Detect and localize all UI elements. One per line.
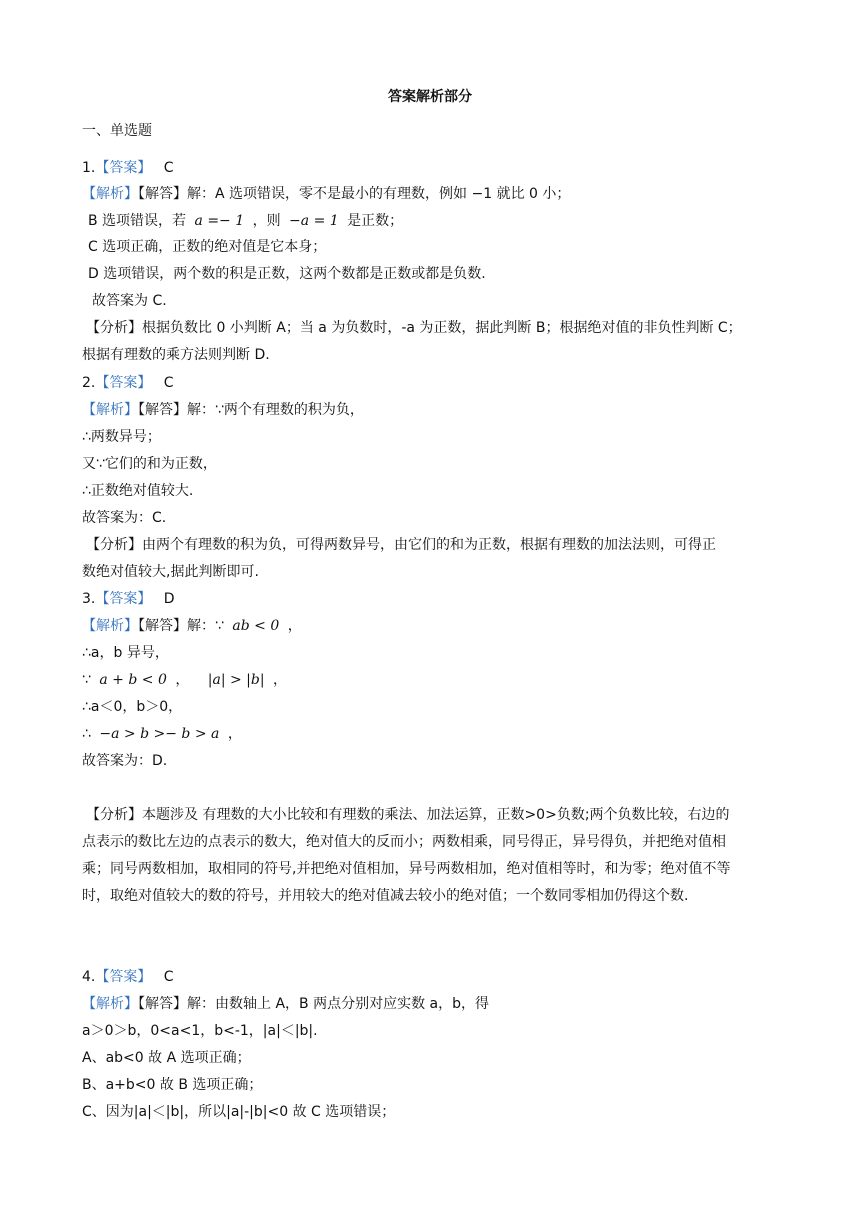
q3-line-1	[82, 616, 302, 636]
q3-text: ∵	[82, 672, 91, 688]
q3-text: ∴	[82, 726, 91, 742]
q2-answer-line	[82, 373, 174, 393]
q3-answer: D	[159, 591, 175, 607]
q1-text: B 选项错误，若	[88, 213, 187, 229]
q3-text: ，	[273, 672, 288, 688]
q2-analysis-2: 数绝对值较大,据此判断即可.	[82, 564, 259, 580]
q3-math: a + b < 0	[99, 672, 167, 688]
q3-text: ，	[175, 672, 190, 688]
q3-analysis-1: 【分析】本题涉及 有理数的大小比较和有理数的乘法、加法运算，正数>0>负数;两个负数比较，右边的	[86, 807, 730, 823]
q3-number: 3.	[82, 591, 96, 607]
q2-number: 2.	[82, 375, 96, 391]
q1-math: a =− 1	[194, 213, 245, 229]
q4-answer: C	[159, 969, 174, 985]
q3-line-6: 故答案为：D.	[82, 753, 168, 769]
q3-math: ab < 0	[232, 618, 280, 634]
q1-jiexi-tag: 【解析】	[82, 186, 138, 202]
q1-text: 是正数；	[347, 213, 404, 229]
q1-line-1	[82, 184, 570, 204]
q2-analysis-1: 【分析】由两个有理数的积为负，可得两数异号，由它们的和为正数，根据有理数的加法法则，可得正	[86, 537, 716, 553]
q1-answer-line	[82, 158, 174, 178]
q4-line-5: C、因为|a|＜|b|，所以|a|-|b|<0 故 C 选项错误；	[82, 1104, 396, 1120]
q4-line-3: A、ab<0 故 A 选项正确；	[82, 1050, 251, 1066]
q4-jiexi-tag: 【解析】	[82, 996, 138, 1012]
q4-answer-tag: 【答案】	[95, 969, 152, 985]
q2-line-3: 又∵它们的和为正数，	[82, 456, 217, 472]
q2-answer-tag: 【答案】	[95, 375, 152, 391]
page-title: 答案解析部分	[388, 89, 472, 105]
q3-text: 【解答】解：∵	[138, 618, 224, 634]
q2-jiexi-tag: 【解析】	[82, 402, 138, 418]
q3-text: ，	[227, 726, 242, 742]
q4-answer-line	[82, 967, 174, 987]
q4-line-4: B、a+b<0 故 B 选项正确；	[82, 1077, 263, 1093]
q1-text: 【解答】解：A 选项错误，零不是最小的有理数，例如 −1 就比 0 小；	[138, 186, 571, 202]
q2-line-4: ∴正数绝对值较大.	[82, 483, 194, 499]
q3-line-2: ∴a，b 异号，	[82, 645, 169, 661]
q1-line-3: C 选项正确，正数的绝对值是它本身；	[88, 239, 327, 255]
q3-analysis-4: 时，取绝对值较大的数的符号，并用较大的绝对值减去较小的绝对值；一个数同零相加仍得这个数.	[82, 888, 689, 904]
q1-line-5: 故答案为 C.	[92, 293, 167, 309]
q1-line-2	[88, 211, 403, 231]
q1-math: −a = 1	[289, 213, 339, 229]
q1-analysis-1: 【分析】根据负数比 0 小判断 A；当 a 为负数时，-a 为正数，据此判断 B；根据绝对值的非负性判断 C；	[86, 320, 742, 336]
q4-number: 4.	[82, 969, 96, 985]
q3-analysis-3: 乘；同号两数相加，取相同的符号,并把绝对值相加，异号两数相加，绝对值相等时，和为零；绝对值不等	[82, 861, 731, 877]
q3-math: −a > b >− b > a	[99, 726, 220, 742]
q1-analysis-2: 根据有理数的乘方法则判断 D.	[82, 347, 270, 363]
q3-line-4: ∴a＜0，b＞0，	[82, 699, 183, 715]
q3-answer-tag: 【答案】	[95, 591, 152, 607]
q2-line-2: ∴两数异号；	[82, 429, 161, 445]
q1-text: ，则	[252, 213, 281, 229]
q2-line-5: 故答案为：C.	[82, 510, 167, 526]
q4-line-1	[82, 994, 489, 1014]
q1-answer-tag: 【答案】	[95, 160, 152, 176]
q1-number: 1.	[82, 160, 96, 176]
q4-text: 【解答】解：由数轴上 A，B 两点分别对应实数 a，b，得	[138, 996, 489, 1012]
q3-analysis-2: 点表示的数比左边的点表示的数大，绝对值大的反而小；两数相乘，同号得正，异号得负，并把绝对值相	[82, 834, 726, 850]
q2-line-1	[82, 400, 364, 420]
q1-line-4: D 选项错误，两个数的积是正数，这两个数都是正数或都是负数.	[88, 266, 486, 282]
q4-line-2: a＞0＞b，0<a<1，b<-1，|a|＜|b|.	[82, 1023, 318, 1039]
section-heading: 一、单选题	[82, 123, 152, 139]
q1-answer: C	[159, 160, 174, 176]
q3-jiexi-tag: 【解析】	[82, 618, 138, 634]
q2-text: 【解答】解：∵两个有理数的积为负，	[138, 402, 364, 418]
q3-line-3	[82, 670, 287, 690]
q3-line-5	[82, 724, 242, 744]
q3-math: |a| > |b|	[207, 672, 265, 688]
q3-text: ，	[287, 618, 302, 634]
q3-answer-line	[82, 589, 175, 609]
q2-answer: C	[159, 375, 174, 391]
